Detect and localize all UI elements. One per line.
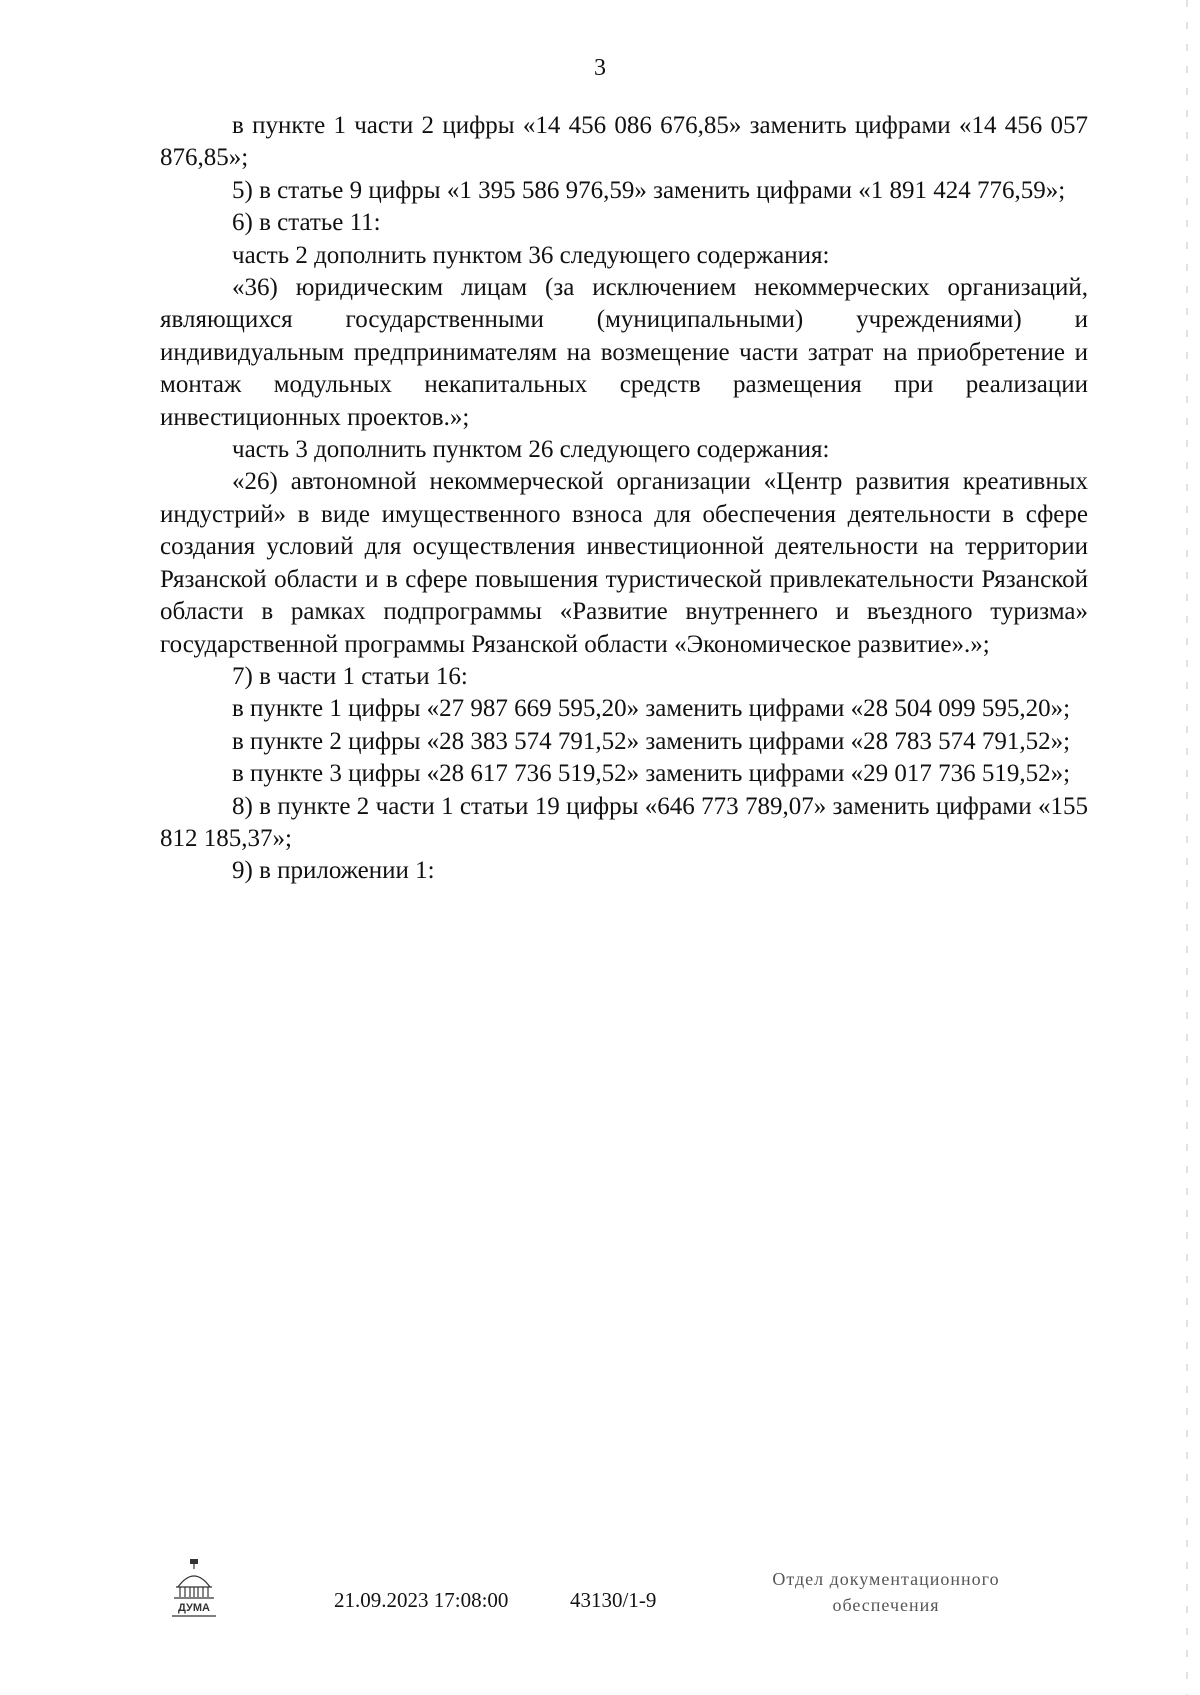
paragraph-11: в пункте 3 цифры «28 617 736 519,52» заменить цифрами «29 017 736 519,52»; <box>232 760 1071 788</box>
paragraph-4: часть 2 дополнить пунктом 36 следующего содержания: <box>232 241 830 269</box>
paragraph-2: 5) в статье 9 цифры «1 395 586 976,59» заменить цифрами «1 891 424 776,59»; <box>232 176 1066 204</box>
footer-datetime: 21.09.2023 17:08:00 <box>334 1588 509 1612</box>
paragraph-1: в пункте 1 части 2 цифры «14 456 086 676,85» заменить цифрами «14 456 057 876,85»; <box>160 112 1088 172</box>
page-number: 3 <box>594 55 606 81</box>
paragraph-8: 7) в части 1 статьи 16: <box>232 662 468 690</box>
paragraph-7: «26) автономной некоммерческой организации «Центр развития креативных индустрий» в виде имущественного взноса для обеспечения деятельности в сфере создания условий для осуществления инвестиционной деятельности на территории Рязанской области и в сфере повышения туристической привлекательности Рязанской области в рамках подпрограммы «Развитие внутреннего и въездного туризма» государственной программы Рязанской области «Экономическое развитие».»; <box>160 468 1088 658</box>
paragraph-12: 8) в пункте 2 части 1 статьи 19 цифры «646 773 789,07» заменить цифрами «155 812 185,37»; <box>160 792 1088 852</box>
paragraph-13: 9) в приложении 1: <box>232 857 435 885</box>
footer-registration-number: 43130/1-9 <box>570 1588 657 1612</box>
paragraph-6: часть 3 дополнить пунктом 26 следующего содержания: <box>232 436 830 464</box>
duma-logo <box>168 1557 220 1619</box>
paragraph-9: в пункте 1 цифры «27 987 669 595,20» заменить цифрами «28 504 099 595,20»; <box>232 695 1071 723</box>
document-body <box>160 110 1088 888</box>
paragraph-5: «36) юридическим лицам (за исключением некоммерческих организаций, являющихся государственными (муниципальными) учреждениями) и индивидуальным предпринимателям на возмещение части затрат на приобретение и монтаж модульных некапитальных средств размещения при реализации инвестиционных проектов.»; <box>160 274 1088 431</box>
department-stamp-line-1: Отдел документационного <box>772 1569 1000 1589</box>
paragraph-10: в пункте 2 цифры «28 383 574 791,52» заменить цифрами «28 783 574 791,52»; <box>232 727 1071 755</box>
paragraph-3: 6) в статье 11: <box>232 209 381 237</box>
duma-logo-text: ДУМА <box>178 1602 210 1614</box>
scan-edge-artifact <box>1186 0 1188 1695</box>
department-stamp-line-2: обеспечения <box>832 1595 940 1615</box>
department-stamp <box>736 1566 1036 1618</box>
